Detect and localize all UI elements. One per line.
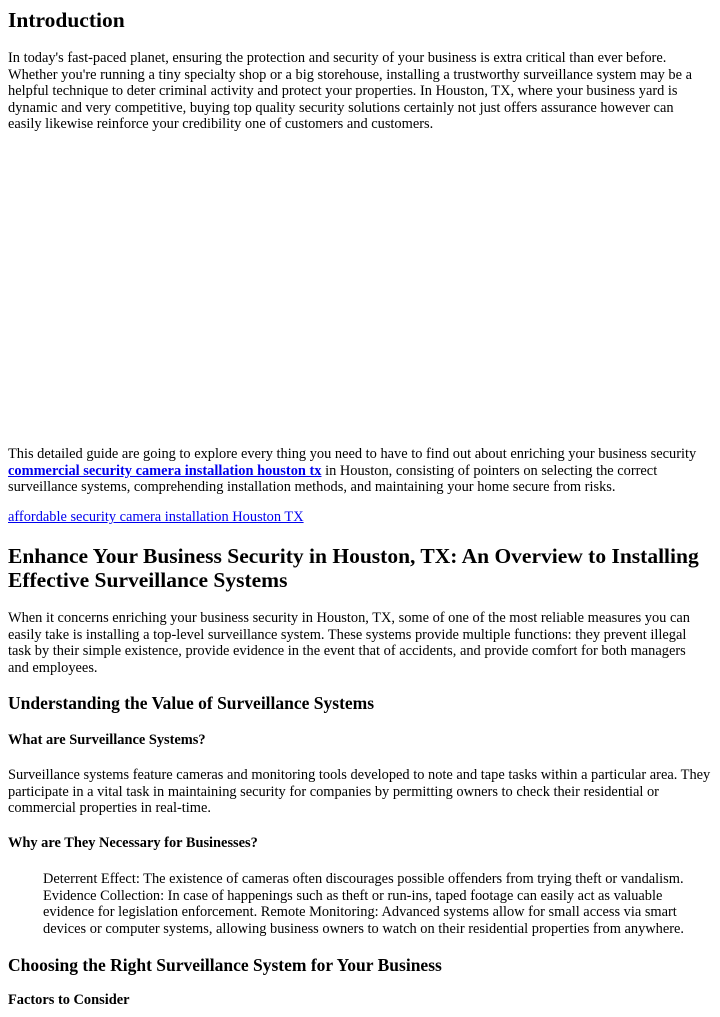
affordable-installation-link[interactable]: affordable security camera installation Houston TX	[8, 509, 304, 525]
intro-paragraph: In today's fast-paced planet, ensuring the protection and security of your business is extra critical than ever before. Whether you're running a tiny specialty shop or a big storehouse, installing a trustworthy surveillance system may be a helpful technique to deter criminal activity and protect your properties. In Houston, TX, where your business yard is dynamic and very competitive, buying top quality security solutions certainly not just offers assurance however can easily likewise reinforce your credibility one of customers and customers.	[8, 50, 692, 132]
factors-subheading: Factors to Consider	[8, 992, 130, 1008]
why-subheading: Why are They Necessary for Businesses?	[8, 835, 258, 851]
intro-heading: Introduction	[8, 8, 125, 32]
standalone-link-paragraph	[8, 509, 304, 526]
what-subheading: What are Surveillance Systems?	[8, 732, 206, 748]
what-paragraph: Surveillance systems feature cameras and monitoring tools developed to note and tape tasks within a particular area. They participate in a vital task in maintaining security for companies by permitting owners to check their residential or commercial properties in real-time.	[8, 767, 711, 816]
choose-section-heading: Choosing the Right Surveillance System for Your Business	[8, 955, 442, 975]
main-paragraph: When it concerns enriching your business security in Houston, TX, some of one of the most reliable measures you can easily take is installing a top-level surveillance system. These systems provide multiple functions: they prevent illegal task by their simple existence, provide evidence in the event that of accidents, and provide comfort for both managers and employees.	[8, 610, 690, 676]
value-section-heading: Understanding the Value of Surveillance Systems	[8, 693, 375, 713]
guide-text-before: This detailed guide are going to explore every thing you need to have to find out about enriching your business security	[8, 446, 697, 462]
main-heading: Enhance Your Business Security in Houston, TX: An Overview to Installing Effective Surveillance Systems	[8, 544, 699, 592]
guide-text-after: in Houston, consisting of pointers on selecting the correct surveillance systems, comprehending installation methods, and maintaining your home secure from risks.	[8, 462, 658, 495]
guide-paragraph	[8, 446, 712, 496]
commercial-security-link[interactable]: commercial security camera installation houston tx	[8, 462, 322, 479]
why-quote: Deterrent Effect: The existence of cameras often discourages possible offenders from trying theft or vandalism. Evidence Collection: In case of happenings such as theft or run-ins, taped footage can easily act as valuable evidence for legislation enforcement. Remote Monitoring: Advanced systems allow for small access via smart devices or computer systems, allowing business owners to watch on their residential properties from anywhere.	[43, 871, 685, 937]
